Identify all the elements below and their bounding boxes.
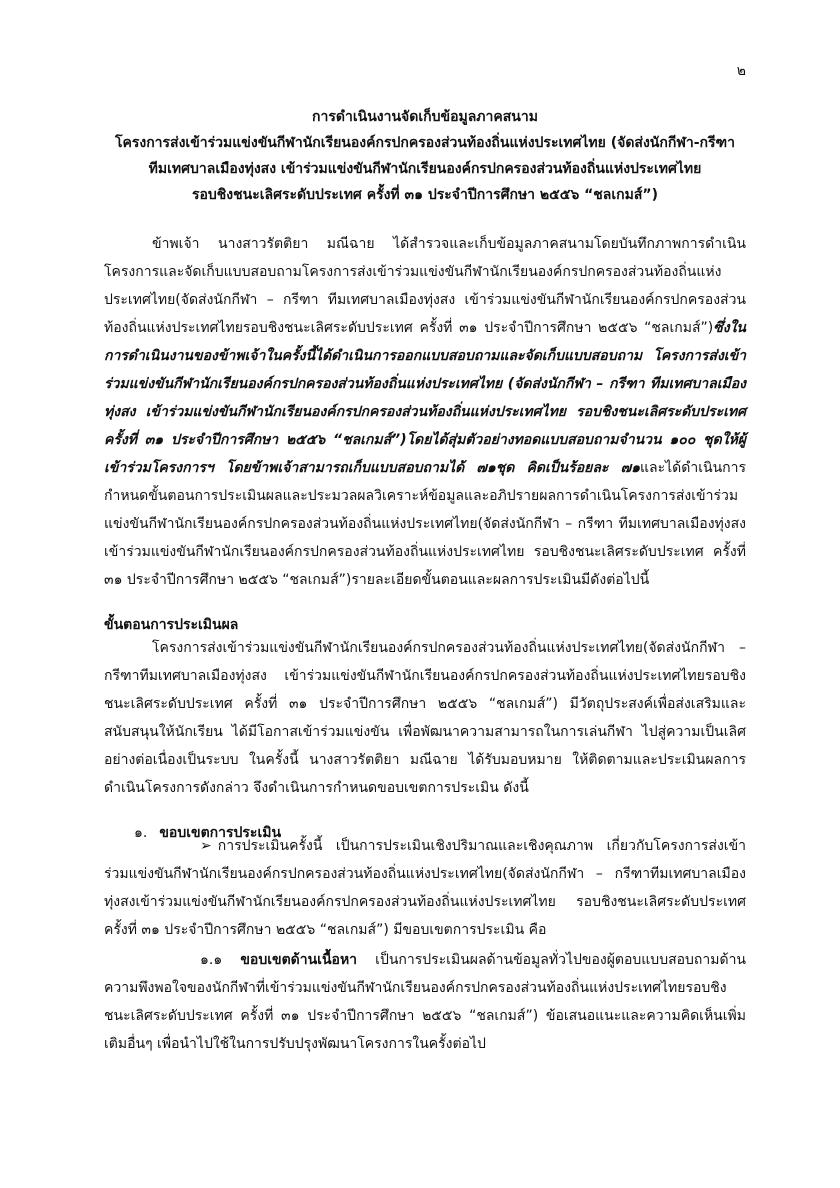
content-scope-paragraph (104, 946, 746, 1058)
scope-bullet-paragraph (104, 832, 746, 944)
content-scope-number: ๑.๑ (200, 952, 223, 968)
intro-text-continued: และได้ดำเนินการกำหนดขั้นตอนการประเมินผลและประมวลผลวิเคราะห์ข้อมูลและอภิปรายผลการดำเนินโครงการส่งเข้าร่วมแข่งขันกีฬานักเรียนองค์กรปกครองส่วนท้องถิ่นแห่งประเทศไทย(จัดส่งนักกีฬา – กรีฑา ทีมเทศบาลเมืองทุ่งสง เข้าร่วมแข่งขันกีฬานักเรียนองค์กรปกครองส่วนท้องถิ่นแห่งประเทศไทย รอบชิงชนะเลิศระดับประเทศ ครั้งที่ ๓๑ ประจำปีการศึกษา ๒๕๕๖ “ชลเกมส์”)รายละเอียดขั้นตอนและผลการประเมินมีดังต่อไปนี้ (104, 460, 746, 588)
content-scope-text: เป็นการประเมินผลด้านข้อมูลทั่วไปของผู้ตอบแบบสอบถามด้านความพึงพอใจของนักกีฬาที่เข้าร่วมแข่งขันกีฬานักเรียนองค์กรปกครองส่วนท้องถิ่นแห่งประเทศไทยรอบชิงชนะเลิศระดับประเทศ ครั้งที่ ๓๑ ประจำปีการศึกษา ๒๕๕๖ “ชลเกมส์”) ข้อเสนอแนะและความคิดเห็นเพิ่มเติมอื่นๆ เพื่อนำไปใช้ในการปรับปรุงพัฒนาโครงการในครั้งต่อไป (104, 952, 747, 1052)
intro-emphasis: ซึ่งในการดำเนินงานของข้าพเจ้าในครั้งนี้ได้ดำเนินการออกแบบสอบถามและจัดเก็บแบบสอบถาม โครงการส่งเข้าร่วมแข่งขันกีฬานักเรียนองค์กรปกครองส่วนท้องถิ่นแห่งประเทศไทย (จัดส่งนักกีฬา – กรีฑา ทีมเทศบาลเมืองทุ่งสง เข้าร่วมแข่งขันกีฬานักเรียนองค์กรปกครองส่วนท้องถิ่นแห่งประเทศไทย รอบชิงชนะเลิศระดับประเทศ ครั้งที่ ๓๑ ประจำปีการศึกษา ๒๕๕๖ “ชลเกมส์”)โดยได้สุ่มตัวอย่างทอดแบบสอบถามจำนวน ๑๐๐ ชุดให้ผู้เข้าร่วมโครงการฯ โดยข้าพเจ้าสามารถเก็บแบบสอบถามได้ ๗๑ชุด คิดเป็นร้อยละ ๗๑ (104, 320, 746, 476)
document-title (105, 104, 745, 208)
scope-heading-label: ขอบเขตการประเมิน (159, 825, 282, 841)
title-line-2: โครงการส่งเข้าร่วมแข่งขันกีฬานักเรียนองค์กรปกครองส่วนท้องถิ่นแห่งประเทศไทย (จัดส่งนักกีฬา-กรีฑา (114, 135, 736, 151)
evaluation-paragraph: โครงการส่งเข้าร่วมแข่งขันกีฬานักเรียนองค์กรปกครองส่วนท้องถิ่นแห่งประเทศไทย(จัดส่งนักกีฬา – กรีฑาทีมเทศบาลเมืองทุ่งสง เข้าร่วมแข่งขันกีฬานักเรียนองค์กรปกครองส่วนท้องถิ่นแห่งประเทศไทยรอบชิงชนะเลิศระดับประเทศ ครั้งที่ ๓๑ ประจำปีการศึกษา ๒๕๕๖ “ชลเกมส์”) มีวัตถุประสงค์เพื่อส่งเสริมและสนับสนุนให้นักเรียน ได้มีโอกาสเข้าร่วมแข่งขัน เพื่อพัฒนาความสามารถในการเล่นกีฬา ไปสู่ความเป็นเลิศอย่างต่อเนื่องเป็นระบบ ในครั้งนี้ นางสาวรัตติยา มณีฉาย ได้รับมอบหมาย ให้ติดตามและประเมินผลการดำเนินโครงการดังกล่าว จึงดำเนินการกำหนดขอบเขตการประเมิน ดังนี้ (104, 640, 746, 796)
evaluation-heading: ขั้นตอนการประเมินผล (104, 617, 239, 633)
content-scope-label: ขอบเขตด้านเนื้อหา (240, 952, 358, 968)
intro-paragraph (104, 230, 746, 594)
arrow-bullet-icon: ➢ (200, 838, 212, 854)
scope-number: ๑. (134, 825, 148, 841)
page-number: ๒ (736, 63, 746, 79)
title-line-3: ทีมเทศบาลเมืองทุ่งสง เข้าร่วมแข่งขันกีฬานักเรียนองค์กรปกครองส่วนท้องถิ่นแห่งประเทศไทย (148, 161, 702, 177)
title-line-4: รอบชิงชนะเลิศระดับประเทศ ครั้งที่ ๓๑ ประจำปีการศึกษา ๒๕๕๖ “ชลเกมส์”) (191, 187, 659, 203)
scope-bullet-text: การประเมินครั้งนี้ เป็นการประเมินเชิงปริมาณและเชิงคุณภาพ เกี่ยวกับโครงการส่งเข้าร่วมแข่งขันกีฬานักเรียนองค์กรปกครองส่วนท้องถิ่นแห่งประเทศไทย(จัดส่งนักกีฬา – กรีฑาทีมเทศบาลเมืองทุ่งสงเข้าร่วมแข่งขันกีฬานักเรียนองค์กรปกครองส่วนท้องถิ่นแห่งประเทศไทย รอบชิงชนะเลิศระดับประเทศ ครั้งที่ ๓๑ ประจำปีการศึกษา ๒๕๕๖ “ชลเกมส์”) มีขอบเขตการประเมิน คือ (104, 838, 746, 938)
title-line-1: การดำเนินงานจัดเก็บข้อมูลภาคสนาม (312, 109, 538, 125)
intro-text: ข้าพเจ้า นางสาวรัตติยา มณีฉาย ได้สำรวจและเก็บข้อมูลภาคสนามโดยบันทึกภาพการดำเนินโครงการและจัดเก็บแบบสอบถามโครงการส่งเข้าร่วมแข่งขันกีฬานักเรียนองค์กรปกครองส่วนท้องถิ่นแห่งประเทศไทย(จัดส่งนักกีฬา – กรีฑา ทีมเทศบาลเมืองทุ่งสง เข้าร่วมแข่งขันกีฬานักเรียนองค์กรปกครองส่วนท้องถิ่นแห่งประเทศไทยรอบชิงชนะเลิศระดับประเทศ ครั้งที่ ๓๑ ประจำปีการศึกษา ๒๕๕๖ “ชลเกมส์”) (104, 236, 746, 336)
